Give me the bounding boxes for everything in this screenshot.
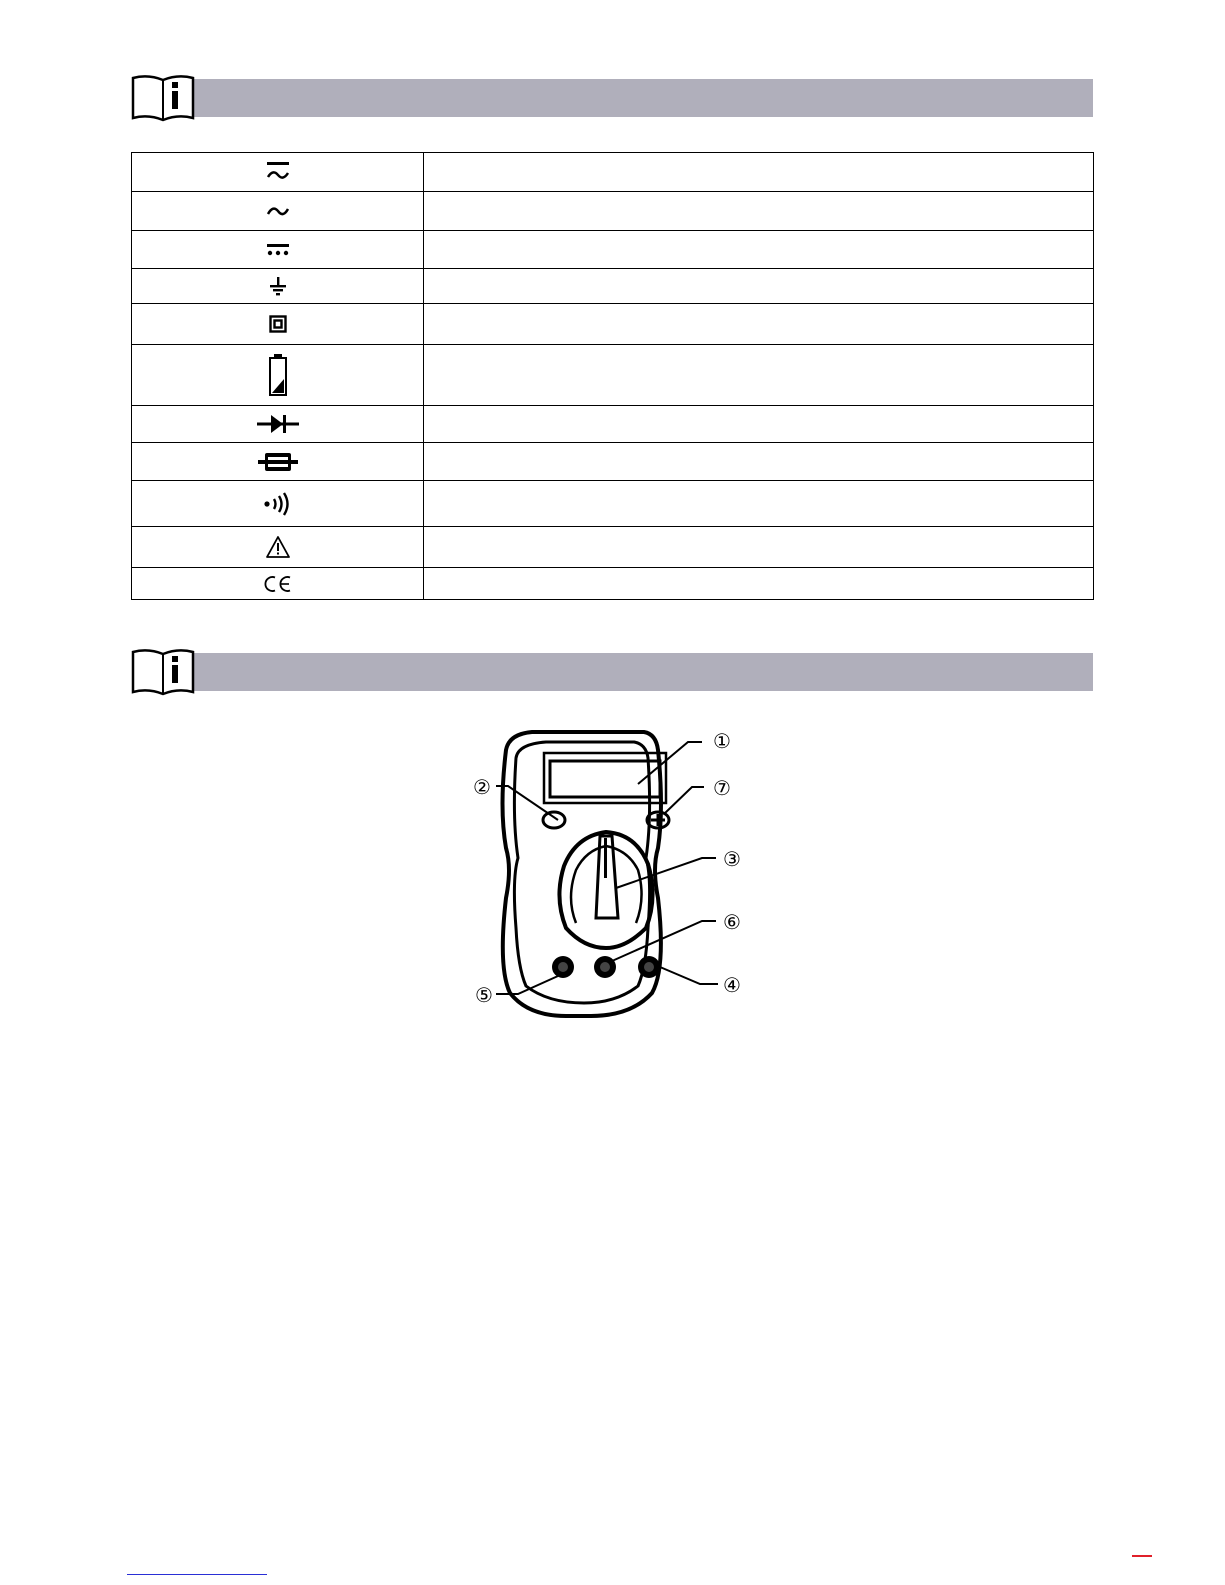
ac-icon — [265, 201, 291, 221]
diode-icon — [256, 413, 300, 435]
callout-6: ⑥ — [723, 910, 741, 934]
callout-1: ① — [713, 729, 731, 753]
multimeter-diagram — [466, 728, 756, 1028]
callout-7: ⑦ — [713, 776, 731, 800]
symbol-cell — [132, 481, 424, 527]
symbol-description — [424, 568, 1094, 600]
fuse-icon — [257, 451, 299, 473]
symbol-cell — [132, 568, 424, 600]
footer-link-underline — [127, 1574, 267, 1575]
table-row — [132, 406, 1094, 443]
symbol-description — [424, 304, 1094, 345]
ac-dc-icon — [265, 160, 291, 184]
page-number-accent — [1132, 1555, 1152, 1557]
symbol-cell — [132, 304, 424, 345]
table-row — [132, 568, 1094, 600]
table-row — [132, 153, 1094, 192]
symbol-table — [131, 152, 1094, 600]
low-battery-icon — [268, 353, 288, 397]
symbol-cell — [132, 153, 424, 192]
table-row — [132, 527, 1094, 568]
symbol-cell — [132, 269, 424, 304]
symbol-cell — [132, 527, 424, 568]
table-row — [132, 269, 1094, 304]
ground-icon — [268, 276, 288, 296]
symbol-cell — [132, 192, 424, 231]
callout-3: ③ — [723, 847, 741, 871]
symbol-description — [424, 481, 1094, 527]
table-row — [132, 345, 1094, 406]
info-manual-icon — [130, 70, 196, 122]
section-header-bar — [188, 653, 1093, 691]
info-manual-icon — [130, 644, 196, 696]
symbol-description — [424, 231, 1094, 269]
hold-button — [543, 812, 565, 828]
table-row — [132, 231, 1094, 269]
warning-icon — [265, 535, 291, 559]
symbol-description — [424, 153, 1094, 192]
symbol-description — [424, 443, 1094, 481]
symbol-description — [424, 527, 1094, 568]
continuity-buzzer-icon — [263, 491, 293, 517]
symbol-description — [424, 269, 1094, 304]
symbol-description — [424, 192, 1094, 231]
symbol-cell — [132, 231, 424, 269]
callout-4: ④ — [723, 973, 741, 997]
symbol-description — [424, 406, 1094, 443]
callout-2: ② — [473, 775, 491, 799]
double-insulation-icon — [269, 315, 287, 333]
ma-jack — [594, 956, 616, 978]
dc-icon — [265, 242, 291, 258]
table-row — [132, 192, 1094, 231]
table-row — [132, 481, 1094, 527]
com-jack — [552, 956, 574, 978]
table-row — [132, 443, 1094, 481]
symbol-cell — [132, 345, 424, 406]
section-header-bar — [188, 79, 1093, 117]
symbol-description — [424, 345, 1094, 406]
section-header-description — [130, 644, 1093, 696]
meter-housing — [503, 732, 662, 1016]
callout-5: ⑤ — [475, 983, 493, 1007]
section-header-symbols — [130, 70, 1093, 122]
symbol-cell — [132, 443, 424, 481]
ce-mark-icon — [263, 575, 293, 593]
v-ohm-jack — [638, 956, 660, 978]
table-row — [132, 304, 1094, 345]
symbol-cell — [132, 406, 424, 443]
